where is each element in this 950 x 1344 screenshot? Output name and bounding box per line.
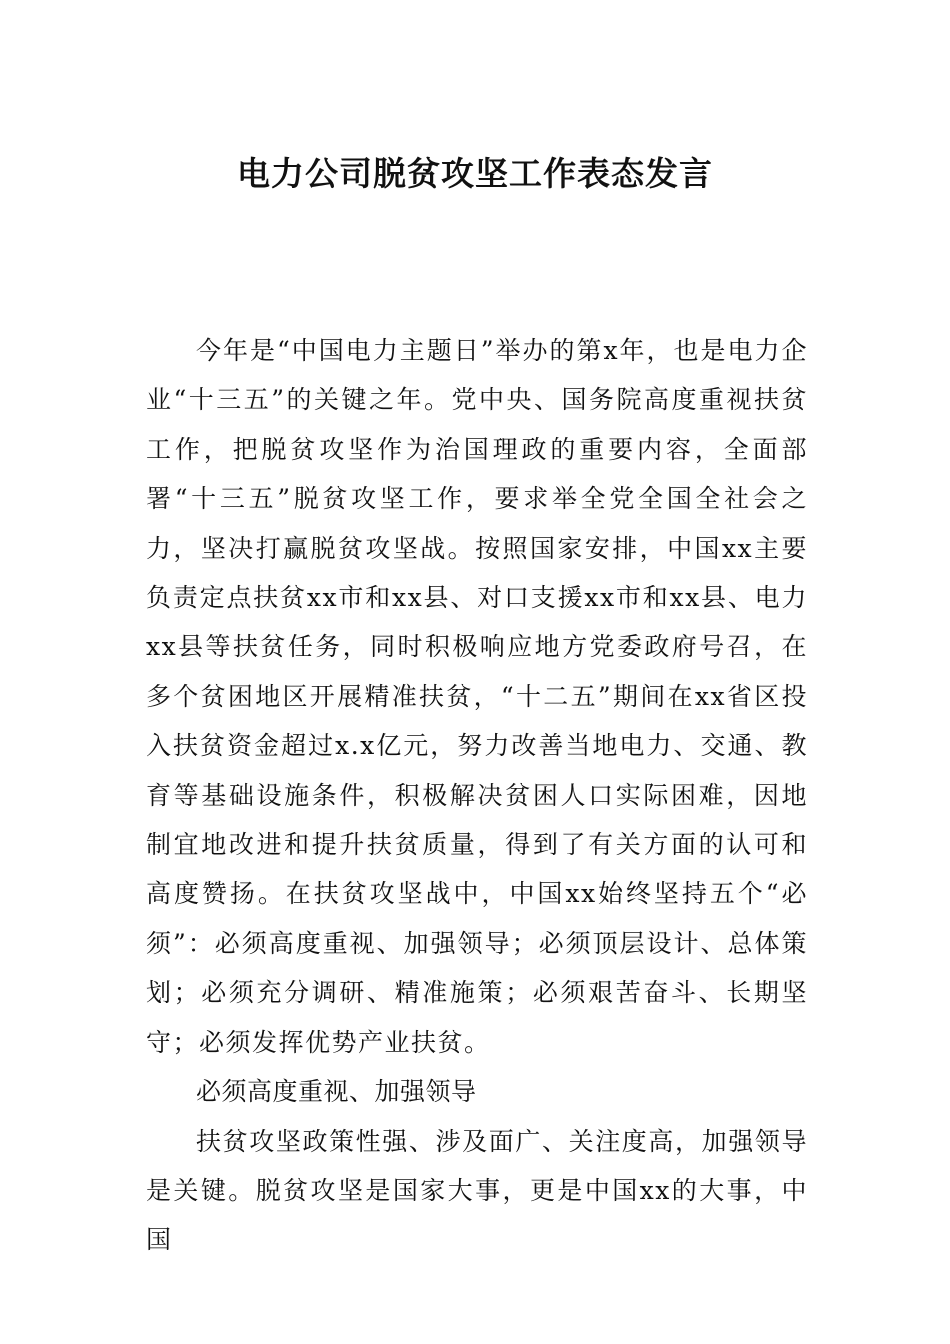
body-paragraph: 扶贫攻坚政策性强、涉及面广、关注度高，加强领导是关键。脱贫攻坚是国家大事，更是中国xx的大事，中国 bbox=[146, 1126, 808, 1255]
body-paragraph: 今年是“中国电力主题日”举办的第x年，也是电力企业“十三五”的关键之年。党中央、国务院高度重视扶贫工作，把脱贫攻坚作为治国理政的重要内容，全面部署“十三五”脱贫攻坚工作，要求举全党全国全社会之力，坚决打赢脱贫攻坚战。按照国家安排，中国xx主要负责定点扶贫xx市和xx县、对口支援xx市和xx县、电力xx县等扶贫任务，同时积极响应地方党委政府号召，在多个贫困地区开展精准扶贫，“十二五”期间在xx省区投入扶贫资金超过x.x亿元，努力改善当地电力、交通、教育等基础设施条件，积极解决贫困人口实际困难，因地制宜地改进和提升扶贫质量，得到了有关方面的认可和高度赞扬。在扶贫攻坚战中，中国xx始终坚持五个“必须”：必须高度重视、加强领导；必须顶层设计、总体策划；必须充分调研、精准施策；必须艰苦奋斗、长期坚守；必须发挥优势产业扶贫。 bbox=[146, 336, 808, 1057]
document-title: 电力公司脱贫攻坚工作表态发言 bbox=[237, 154, 713, 193]
section-heading: 必须高度重视、加强领导 bbox=[196, 1077, 477, 1107]
document-body bbox=[146, 326, 808, 1265]
